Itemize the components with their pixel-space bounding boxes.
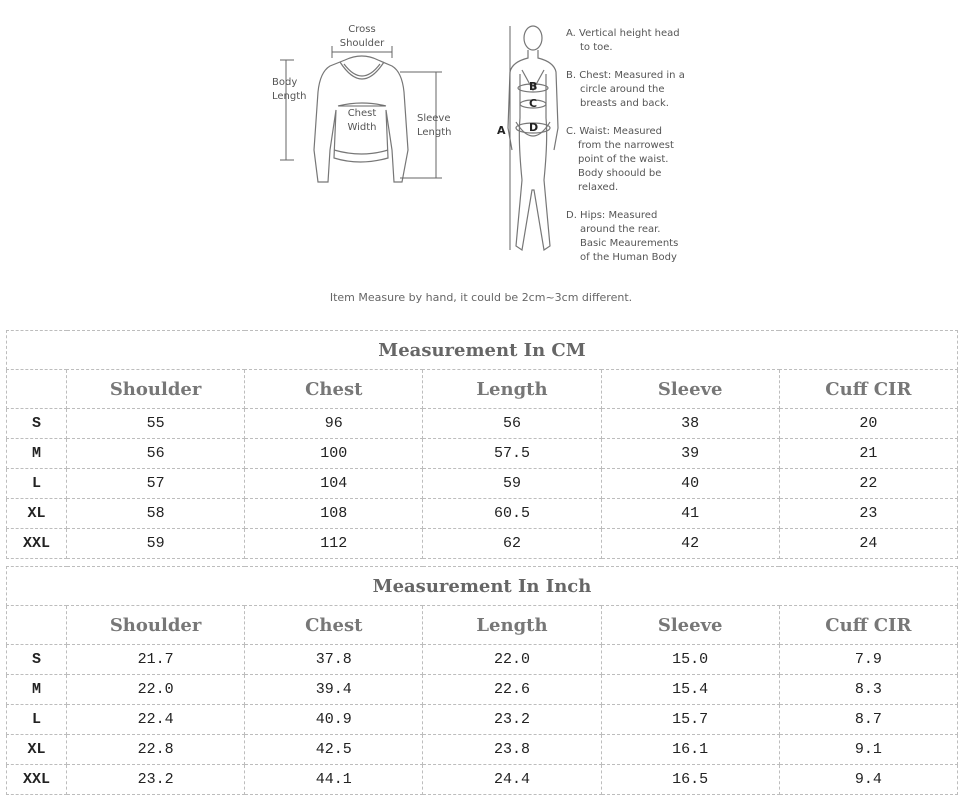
- table-row: [7, 765, 958, 795]
- value-cell: 24: [779, 529, 957, 559]
- size-cell: S: [7, 645, 67, 675]
- table-title: Measurement In Inch: [7, 567, 958, 606]
- table-row: [7, 529, 958, 559]
- table-row: [7, 409, 958, 439]
- note-line: C. Waist: Measured: [566, 126, 663, 137]
- note-line: Basic Meaurements: [580, 238, 679, 249]
- value-cell: 40: [601, 469, 779, 499]
- value-cell: 22: [779, 469, 957, 499]
- value-cell: 7.9: [779, 645, 957, 675]
- size-cell: XXL: [7, 765, 67, 795]
- value-cell: 42.5: [245, 735, 423, 765]
- value-cell: 44.1: [245, 765, 423, 795]
- value-cell: 8.3: [779, 675, 957, 705]
- value-cell: 37.8: [245, 645, 423, 675]
- chest-width-label-line: Chest: [347, 108, 377, 119]
- table-row: [7, 735, 958, 765]
- header-cell: Length: [423, 370, 601, 409]
- value-cell: 22.0: [423, 645, 601, 675]
- note-line: Body shoould be: [578, 168, 662, 179]
- value-cell: 104: [245, 469, 423, 499]
- value-cell: 22.0: [67, 675, 245, 705]
- cross-shoulder-label: [338, 23, 386, 51]
- header-cell: Chest: [245, 606, 423, 645]
- size-cell: XXL: [7, 529, 67, 559]
- table-row: [7, 675, 958, 705]
- cross-shoulder-label-line: Shoulder: [339, 38, 385, 49]
- note-line: relaxed.: [578, 182, 619, 193]
- value-cell: 20: [779, 409, 957, 439]
- value-cell: 22.4: [67, 705, 245, 735]
- value-cell: 60.5: [423, 499, 601, 529]
- header-cell: [7, 606, 67, 645]
- value-cell: 57.5: [423, 439, 601, 469]
- value-cell: 22.6: [423, 675, 601, 705]
- chest-width-label-line: Width: [347, 122, 377, 133]
- header-cell: Sleeve: [601, 370, 779, 409]
- marker-a: A: [497, 124, 506, 137]
- size-cell: XL: [7, 499, 67, 529]
- note-line: A. Vertical height head: [566, 28, 680, 39]
- value-cell: 96: [245, 409, 423, 439]
- value-cell: 21.7: [67, 645, 245, 675]
- value-cell: 39: [601, 439, 779, 469]
- header-row: [7, 370, 958, 409]
- body-figure: [508, 26, 558, 250]
- value-cell: 23.2: [423, 705, 601, 735]
- diagram-art: [0, 0, 962, 320]
- note-b: [566, 69, 685, 111]
- value-cell: 21: [779, 439, 957, 469]
- value-cell: 112: [245, 529, 423, 559]
- note-d: [566, 209, 678, 265]
- chest-width-label: [345, 107, 379, 135]
- value-cell: 23: [779, 499, 957, 529]
- note-line: breasts and back.: [580, 98, 669, 109]
- note-line: to toe.: [580, 42, 613, 53]
- table-row: [7, 439, 958, 469]
- header-cell: Shoulder: [67, 606, 245, 645]
- value-cell: 16.5: [601, 765, 779, 795]
- size-cell: XL: [7, 735, 67, 765]
- value-cell: 42: [601, 529, 779, 559]
- table-title: Measurement In CM: [7, 331, 958, 370]
- note-line: of the Human Body: [580, 252, 677, 263]
- cm-size-table: [6, 330, 958, 559]
- value-cell: 9.1: [779, 735, 957, 765]
- cross-shoulder-label-line: Cross: [348, 24, 376, 35]
- value-cell: 9.4: [779, 765, 957, 795]
- size-cell: S: [7, 409, 67, 439]
- value-cell: 59: [67, 529, 245, 559]
- note-line: B. Chest: Measured in a: [566, 70, 685, 81]
- value-cell: 62: [423, 529, 601, 559]
- header-cell: Chest: [245, 370, 423, 409]
- value-cell: 8.7: [779, 705, 957, 735]
- value-cell: 56: [67, 439, 245, 469]
- value-cell: 59: [423, 469, 601, 499]
- value-cell: 57: [67, 469, 245, 499]
- note-c: [566, 125, 674, 195]
- header-cell: Shoulder: [67, 370, 245, 409]
- size-cell: L: [7, 705, 67, 735]
- sleeve-length-label-line: Length: [417, 127, 452, 138]
- note-line: from the narrowest: [578, 140, 674, 151]
- sleeve-length-label-line: Sleeve: [417, 113, 451, 124]
- marker-c: C: [529, 97, 538, 110]
- value-cell: 41: [601, 499, 779, 529]
- header-cell: Cuff CIR: [779, 606, 957, 645]
- header-cell: Sleeve: [601, 606, 779, 645]
- header-cell: Cuff CIR: [779, 370, 957, 409]
- value-cell: 22.8: [67, 735, 245, 765]
- value-cell: 15.7: [601, 705, 779, 735]
- value-cell: 55: [67, 409, 245, 439]
- value-cell: 15.4: [601, 675, 779, 705]
- table-row: [7, 645, 958, 675]
- body-length-label-line: Body: [272, 77, 298, 88]
- header-row: [7, 606, 958, 645]
- value-cell: 40.9: [245, 705, 423, 735]
- body-length-label: [272, 76, 307, 104]
- value-cell: 100: [245, 439, 423, 469]
- size-cell: L: [7, 469, 67, 499]
- value-cell: 58: [67, 499, 245, 529]
- value-cell: 38: [601, 409, 779, 439]
- size-cell: M: [7, 439, 67, 469]
- note-a: [566, 27, 680, 55]
- value-cell: 23.8: [423, 735, 601, 765]
- value-cell: 108: [245, 499, 423, 529]
- table-row: [7, 705, 958, 735]
- value-cell: 23.2: [67, 765, 245, 795]
- value-cell: 56: [423, 409, 601, 439]
- note-line: circle around the: [580, 84, 665, 95]
- sleeve-length-label: [417, 112, 452, 140]
- measurement-illustration: [0, 0, 962, 320]
- note-line: point of the waist.: [578, 154, 669, 165]
- marker-b: B: [529, 80, 538, 93]
- header-cell: [7, 370, 67, 409]
- marker-d: D: [529, 121, 539, 134]
- measure-note: Item Measure by hand, it could be 2cm~3cm different.: [329, 291, 633, 304]
- value-cell: 39.4: [245, 675, 423, 705]
- table-row: [7, 499, 958, 529]
- body-length-label-line: Length: [272, 91, 307, 102]
- inch-size-table: [6, 566, 958, 795]
- note-line: around the rear.: [580, 224, 661, 235]
- table-row: [7, 469, 958, 499]
- value-cell: 15.0: [601, 645, 779, 675]
- header-cell: Length: [423, 606, 601, 645]
- value-cell: 16.1: [601, 735, 779, 765]
- note-line: D. Hips: Measured: [566, 210, 658, 221]
- value-cell: 24.4: [423, 765, 601, 795]
- size-cell: M: [7, 675, 67, 705]
